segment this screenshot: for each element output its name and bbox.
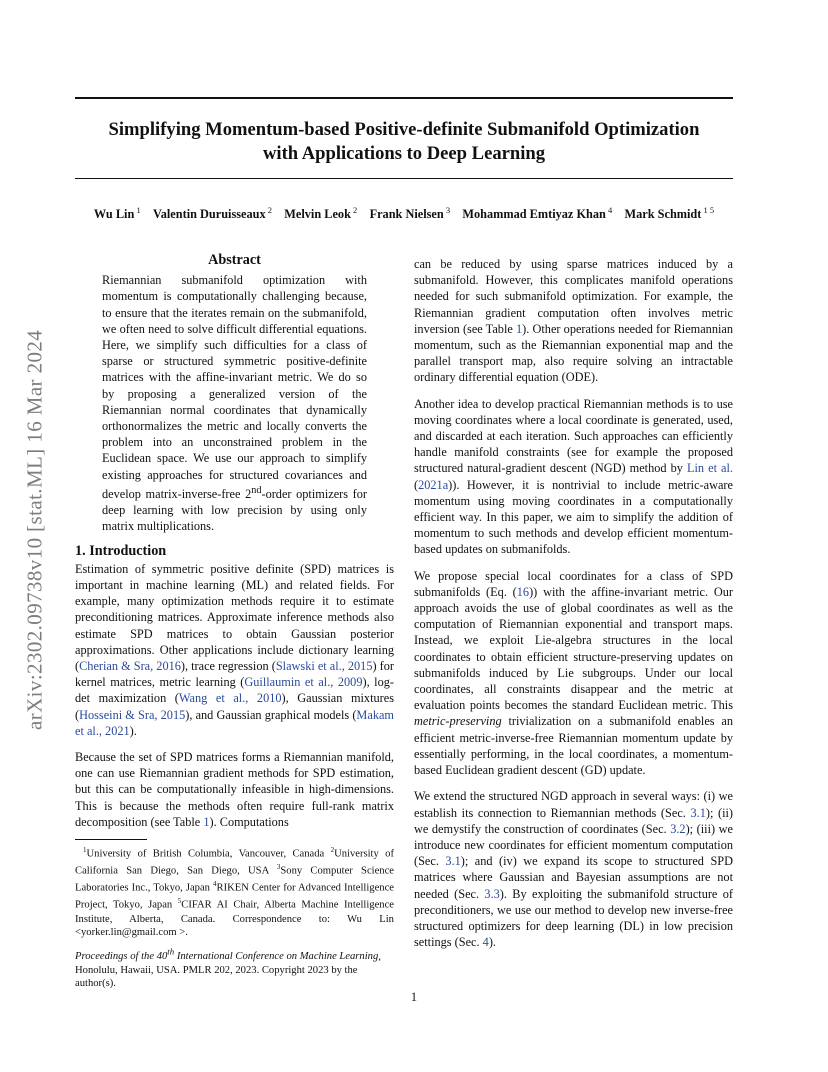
left-column [75,252,394,991]
text-run: We propose special local coordinates for a class of SPD submanifolds (Eq. ( [414,568,733,599]
text-run: Estimation of symmetric positive definite (SPD) matrices is important in machine learning (ML) and related fields. For example, many optimization methods require it to estimate preconditioning matrices. Approximate inference methods also estimate SPD matrices to obtain Gaussian posterior approximations. Other applications include dictionary learning ( [75,561,394,673]
arxiv-stamp: arXiv:2302.09738v10 [stat.ML] 16 Mar 2024 [22,329,47,731]
abstract-text-part-1: Riemannian submanifold optimization with momentum is computationally challenging because, to ensure that the iterates remain on the submanifold, we often need to solve difficult differential equations. Here, we simplify such difficulties for a class of sparse or structured symmetric positive-definite matrices with the affine-invariant metric. We do so by proposing a generalized version of the Riemannian normal coordinates that dynamically orthonormalizes the metric and locally converts the problem into an unconstrained problem in the Euclidean space. We use our approach to simplify existing approaches for structured covariances and develop matrix-inverse-free 2 [102,273,367,501]
footnotes: $^1$University of British Columbia, Vancouver, Canada $^2$University of California San Diego, San Diego, USA $^3$Sony Computer Science Laboratories Inc., Tokyo, Japan $^4$RIKEN Center for Advanced Intelligence Project, Tokyo, Japan $^5$CIFAR AI Chair, Alberta Machine Intelligence Institute, Alberta, Canada. Correspondence to: Wu Lin <yorker.lin@gmail.com >. [75,846,394,939]
footnote-rule [75,839,147,840]
text-run: Because the set of SPD matrices forms a Riemannian manifold, one can use Riemannian gradient methods for SPD estimation, but this can be computationally infeasible in high-dimensions. This is because the methods often require full-rank matrix decomposition (see Table [75,749,394,829]
text-run: ), log-det maximization ( [75,675,394,706]
proceedings-note [75,946,394,991]
text-run: ), and Gaussian graphical models ( [185,707,357,722]
proceedings-part-1: Proceedings of the 40 [75,951,168,963]
abstract-text [75,272,394,534]
citation-link[interactable]: Slawski et al., 2015 [275,658,373,673]
citation-link[interactable]: 3.3 [484,886,500,901]
author-name: Frank Nielsen [369,207,444,222]
footnote-1: University of British Columbia, Vancouver, Canada [86,848,325,860]
citation-link[interactable]: Guillaumin et al., 2009 [244,675,363,690]
citation-link[interactable]: 3.1 [445,854,461,869]
text-run: ). Computations [209,814,289,829]
text-run: ); and (iv) we expand its scope to structured SPD matrices where Gaussian and Bayesian assumptions are not needed (Sec. [414,854,733,901]
right-paragraph-2 [414,396,733,558]
text-run: Another idea to develop practical Riemannian methods is to use moving coordinates where a local coordinate is generated, used, and discarded at each iteration. Such approaches can efficiently handle manifold constraints (see for example the proposed structured natural-gradient descent (NGD) method by [414,396,733,476]
author-affiliation-mark: 1 5 [701,205,715,215]
author-list [75,205,733,222]
right-paragraph-3 [414,568,733,779]
title-line-2: with Applications to Deep Learning [262,143,546,164]
footnote-4: RIKEN Center for Advanced Intelligence Project, Tokyo, Japan [75,882,394,911]
text-run: ). [488,935,496,950]
footnote-2: University of California San Diego, San Diego, USA [75,848,394,877]
author-affiliation-mark: 3 [443,205,451,215]
proceedings-superscript: th [167,946,175,957]
text-run: )). However, it is nontrivial to include metric-aware momentum using moving coordinates in a computationally efficient way. In this paper, we aim to simplify the addition of momentum to such methods and develop efficient momentum-based updates on submanifolds. [414,477,733,557]
text-run: ). By exploiting the submanifold structure of preconditioners, we use our method to develop new inverse-free structured optimizers for deep learning (DL) in low precision settings (Sec. [414,886,733,950]
text-run: ); (ii) we demystify the construction of coordinates (Sec. [414,805,734,836]
author-name: Mohammad Emtiyaz Khan [462,207,606,222]
paper-title [75,118,733,166]
text-run: ( [414,477,419,492]
proceedings-part-2: International Conference on Machine Learning [174,951,379,963]
text-run: We extend the structured NGD approach in several ways: (i) we establish its connection to Riemannian methods (Sec. [414,789,733,820]
title-top-rule [75,97,733,99]
abstract-text-part-2: -order optimizers for deep learning with low precision by using only matrix multiplications. [102,486,367,534]
text-run: ). Other operations needed for Riemannian momentum, such as the Riemannian exponential map and the parallel transport map, also require solving an intractable ordinary differential equation (ODE). [414,321,733,385]
citation-link[interactable]: Lin et al. [686,461,733,476]
text-run: ). [129,723,137,738]
page-number: 1 [410,990,418,1004]
proceedings-part-3: , Honolulu, Hawaii, USA. PMLR 202, 2023. Copyright 2023 by the author(s). [75,951,381,990]
text-run: ), Gaussian mixtures ( [75,691,394,722]
author-name: Melvin Leok [284,207,351,222]
abstract-superscript: nd [251,484,262,496]
author-affiliation-mark: 1 [134,205,141,215]
author-name: Mark Schmidt [624,207,702,222]
intro-paragraph-1 [75,561,394,739]
author-affiliation-mark: 2 [350,205,358,215]
citation-link[interactable]: 4 [482,935,489,950]
right-column [414,256,733,950]
author-name: Wu Lin [93,207,135,222]
citation-link[interactable]: 3.2 [670,821,686,836]
citation-link[interactable]: 1 [203,814,210,829]
correspondence-line: Correspondence to: Wu Lin <yorker.lin@gmail.com >. [75,913,394,939]
author-name: Valentin Duruisseaux [152,207,266,222]
author-affiliation-mark: 4 [605,205,613,215]
citation-link[interactable]: Makam et al., 2021 [75,707,394,738]
footnote-5: CIFAR AI Chair, Alberta Machine Intelligence Institute, Alberta, Canada. [75,899,394,925]
text-run: ); (iii) we introduce new coordinates for efficient momentum computation (Sec. [414,821,733,869]
intro-heading: 1. Introduction [75,542,167,559]
abstract-heading: Abstract [208,252,261,268]
citation-link[interactable]: 2021a [418,477,449,492]
title-line-1: Simplifying Momentum-based Positive-definite Submanifold Optimization [108,119,700,140]
title-bottom-rule [75,178,733,179]
citation-link[interactable]: Cherian & Sra, 2016 [79,658,181,673]
citation-link[interactable]: Hosseini & Sra, 2015 [79,707,186,722]
footnote-3: Sony Computer Science Laboratories Inc., Tokyo, Japan [75,865,394,894]
author-affiliation-mark: 2 [265,205,272,215]
text-run: ), trace regression ( [180,658,276,673]
citation-link[interactable]: 16 [516,584,530,599]
emphasis-text: metric-preserving [414,714,502,729]
right-paragraph-1 [414,256,733,386]
right-paragraph-4 [414,788,733,950]
intro-paragraph-2 [75,749,394,830]
text-run: can be reduced by using sparse matrices induced by a submanifold. However, this complicates manifold operations needed for such submanifold optimization. For example, the Riemannian gradient computation often involves metric inversion (see Table [414,257,733,336]
citation-link[interactable]: Wang et al., 2010 [178,691,282,706]
text-run: )) with the affine-invariant metric. Our approach avoids the use of global coordinates as well as the computation of Riemannian exponential and transport maps. Instead, we exploit Lie-algebra structures in the local coordinates to obtain efficient structure-preserving updates on submanifolds induced by Lie subgroups. Under our local coordinates, all constraints disappear and the metric at evaluation points becomes the standard Euclidean metric. This [414,584,733,713]
citation-link[interactable]: 1 [516,321,523,336]
text-run: ) for kernel matrices, metric learning ( [75,658,394,690]
text-run: trivialization on a submanifold enables an efficient metric-inverse-free Riemannian momentum update by essentially performing, in the local coordinates, a momentum-based Euclidean gradient descent (GD) update. [414,714,733,778]
citation-link[interactable]: 3.1 [690,805,706,820]
